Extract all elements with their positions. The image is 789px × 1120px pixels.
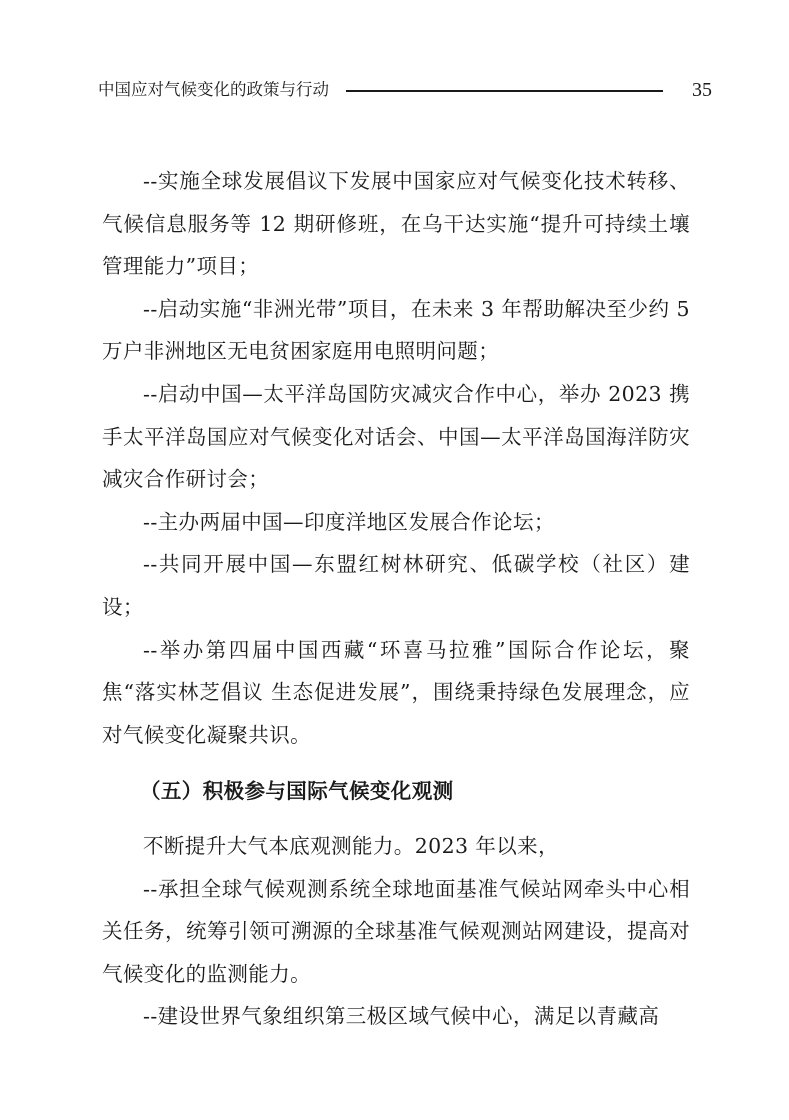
header-rule xyxy=(346,90,663,92)
paragraph-himalaya-forum: --举办第四届中国西藏“环喜马拉雅”国际合作论坛，聚焦“落实林芝倡议 生态促进发展”，围绕秉持绿色发展理念，应对气候变化凝聚共识。 xyxy=(102,637,690,747)
running-title: 中国应对气候变化的政策与行动 xyxy=(98,80,329,99)
section-heading: （五）积极参与国际气候变化观测 xyxy=(140,779,454,804)
page-number: 35 xyxy=(692,79,712,101)
body-text xyxy=(102,160,690,1038)
paragraph-africa-light-belt: --启动实施“非洲光带”项目，在未来 3 年帮助解决至少约 5 万户非洲地区无电贫困家庭用电照明问题； xyxy=(102,296,690,364)
paragraph-gcos-network: --承担全球气候观测系统全球地面基准气候站网牵头中心相关任务，统筹引领可溯源的全球基准气候观测站网建设，提高对气候变化的监测能力。 xyxy=(102,876,690,986)
paragraph-indian-ocean-forum: --主办两届中国—印度洋地区发展合作论坛； xyxy=(143,509,555,534)
paragraph-third-pole-center: --建设世界气象组织第三极区域气候中心，满足以青藏高 xyxy=(143,1004,660,1029)
page-header xyxy=(98,78,712,102)
paragraph-observation-intro: 不断提升大气本底观测能力。2023 年以来， xyxy=(143,833,559,858)
paragraph-training-programs: --实施全球发展倡议下发展中国家应对气候变化技术转移、气候信息服务等 12 期研修班，在乌干达实施“提升可持续土壤管理能力”项目； xyxy=(102,169,690,279)
paragraph-asean-mangrove: --共同开展中国—东盟红树林研究、低碳学校（社区）建设； xyxy=(102,552,690,619)
paragraph-pacific-islands-center: --启动中国—太平洋岛国防灾减灾合作中心，举办 2023 携手太平洋岛国应对气候变化对话会、中国—太平洋岛国海洋防灾减灾合作研讨会； xyxy=(102,381,690,492)
